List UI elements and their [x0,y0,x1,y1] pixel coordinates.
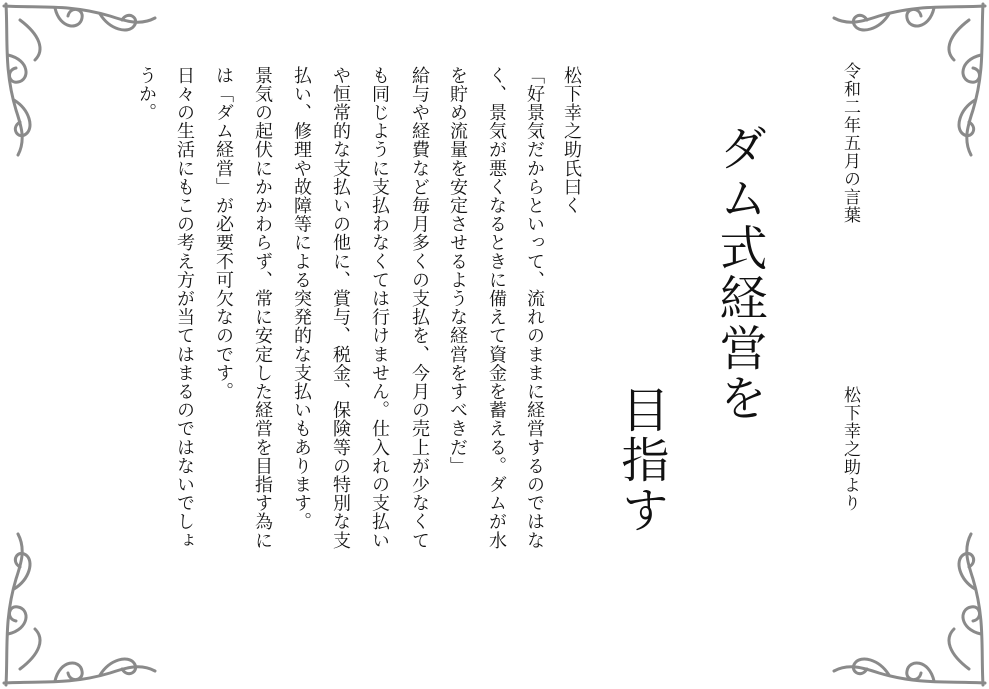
body-line: 松下幸之助氏曰く [561,66,582,215]
body-line: 景気の起伏にかかわらず、常に安定した経営を目指す為に [252,66,273,550]
body-line: く、景気が悪くなるときに備えて資金を蓄える。ダムが水 [486,66,507,550]
body-line: も同じように支払わなくては行けません。仕入れの支払い [369,66,390,550]
page-title-line-1: ダム式経営を [711,123,767,423]
body-line: うか。 [136,66,157,122]
corner-ornament-bottom-right [829,529,989,689]
date-line: 令和二年五月の言葉 [840,62,860,224]
page-title-line-2: 目指す [613,385,669,535]
body-line: や恒常的な支払いの他に、賞与、税金、保険等の特別な支 [330,66,351,550]
body-line: 払い、修理や故障等による突発的な支払いもあります。 [291,66,312,531]
body-line: 日々の生活にもこの考え方が当てはまるのではないでしょ [174,66,195,550]
body-line: は「ダム経営」が必要不可欠なのです。 [213,66,234,401]
body-line: 給与や経費など毎月多くの支払を、今月の売上が少なくて [409,66,430,550]
author-credit: 松下幸之助より [840,386,860,512]
body-line: を貯め流量を安定させるような経営をすべきだ」 [447,66,468,476]
corner-ornament-bottom-left [0,529,160,689]
body-line: 「好景気だからといって、流れのままに経営するのではな [524,66,545,550]
